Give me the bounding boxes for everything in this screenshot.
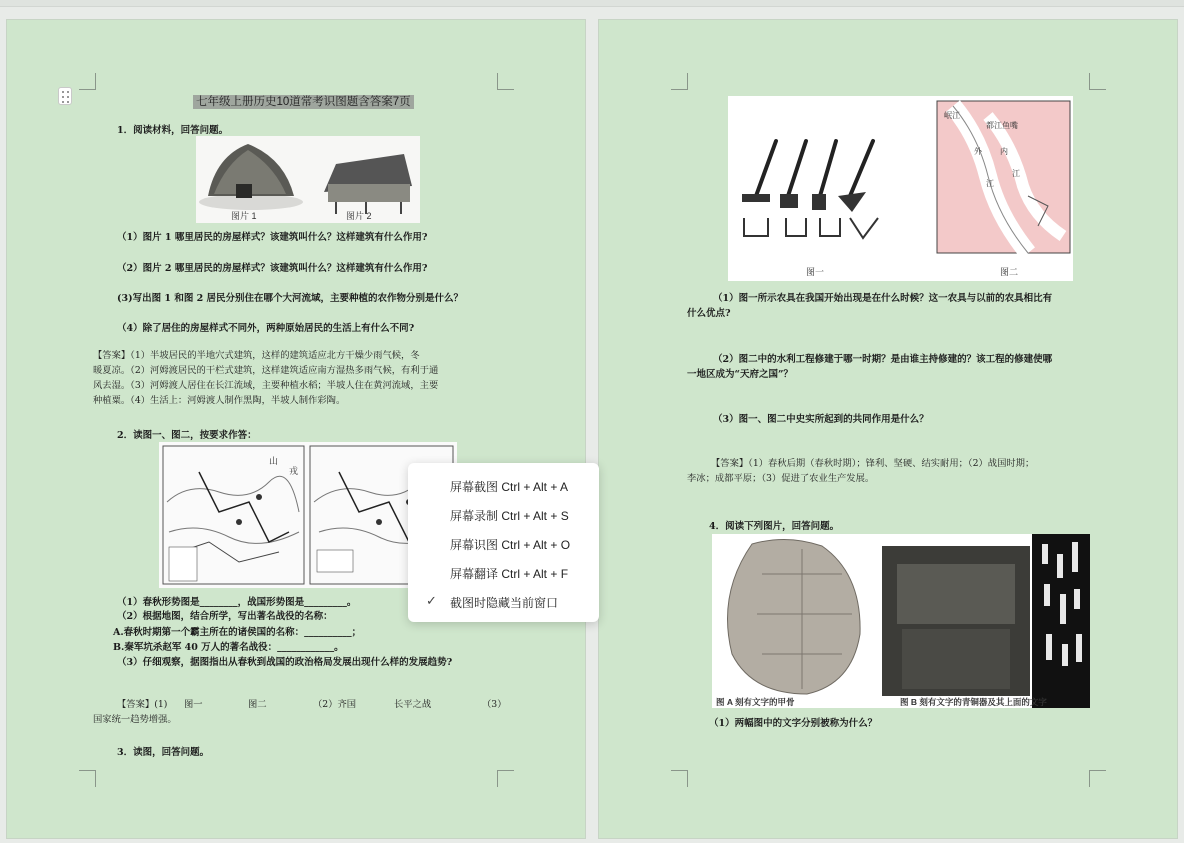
question-2-sub-1: （1）春秋形势图是________，战国形势图是_________。 — [117, 597, 357, 608]
question-1-sub-4: （4）除了居住的房屋样式不同外，两种原始居民的生活上有什么不同? — [117, 323, 415, 334]
oracle-bronze-figure — [712, 534, 1090, 708]
caption-a: 图 A 刻有文字的甲骨 — [716, 697, 795, 707]
river-label: 外 — [974, 147, 982, 156]
question-4-sub-1: （1）两幅图中的文字分别被称为什么？ — [709, 718, 878, 729]
question-sub-2-line1: （2）图二中的水利工程修建于哪一时期？是由谁主持修建的？该工程的修建使哪 — [713, 354, 1053, 365]
tools-river-illustration — [728, 96, 1073, 281]
question-sub-1-line1: （1）图一所示农具在我国开始出现是在什么时候？这一农具与以前的农具相比有 — [713, 293, 1053, 304]
crop-mark — [671, 73, 688, 90]
question-1-answer — [93, 348, 503, 408]
answer-line: 种植粟。（4）生活上：河姆渡人制作黑陶，半坡人制作彩陶。 — [93, 395, 346, 406]
question-2-sub-b: B.秦军坑杀赵军 40 万人的著名战役：____________。 — [113, 642, 344, 653]
house-illustration — [196, 136, 420, 223]
river-label: 内 — [1000, 147, 1008, 156]
crop-mark — [497, 73, 514, 90]
question-3-heading: 3．读图，回答问题。 — [117, 747, 210, 758]
oracle-bronze-illustration — [712, 534, 1090, 708]
image-label-2: 图片 2 — [346, 211, 372, 221]
answer-line: 李冰；成都平原；（3）促进了农业生产发展。 — [687, 473, 875, 484]
menu-item-screen-ocr[interactable] — [408, 531, 599, 555]
menu-item-screen-translate[interactable] — [408, 560, 599, 584]
answer-part: 【答案】(1) — [117, 699, 168, 710]
drag-handle-icon[interactable] — [58, 87, 72, 105]
question-4-heading: 4．阅读下列图片，回答问题。 — [709, 521, 840, 532]
question-1-sub-3: (3)写出图 1 和图 2 居民分别住在哪个大河流域，主要种植的农作物分别是什么？ — [117, 293, 464, 304]
document-page-left[interactable] — [6, 19, 586, 839]
menu-item-label: 屏幕截图 Ctrl + Alt + A — [450, 480, 569, 494]
menu-item-label: 截图时隐藏当前窗口 — [450, 596, 559, 610]
river-label: 江 — [1012, 169, 1020, 178]
menu-item-label: 屏幕翻译 Ctrl + Alt + F — [450, 567, 569, 581]
answer-line: 【答案】（1）半坡居民的半地穴式建筑，这样的建筑适应北方干燥少雨气候，冬 — [93, 350, 420, 361]
question-2-sub-a: A.春秋时期第一个霸主所在的诸侯国的名称：__________； — [113, 627, 362, 638]
answer-part: 图二 — [248, 699, 267, 710]
answer-part: 图一 — [184, 699, 203, 710]
figure-label-2: 图二 — [1000, 267, 1019, 277]
menu-item-hide-window[interactable] — [408, 589, 599, 613]
question-sub-2-line2: 一地区成为“天府之国”？ — [687, 369, 793, 380]
question-sub-1-line2: 什么优点? — [687, 308, 731, 319]
image-label-1: 图片 1 — [231, 211, 257, 221]
window-top-strip — [0, 0, 1184, 7]
crop-mark — [79, 73, 96, 90]
menu-item-screen-record[interactable] — [408, 502, 599, 526]
crop-mark — [1089, 73, 1106, 90]
page2-answer — [687, 456, 1097, 486]
crop-mark — [497, 770, 514, 787]
screenshot-context-menu — [408, 463, 599, 622]
question-sub-3: （3）图一、图二中史实所起到的共同作用是什么？ — [713, 414, 929, 425]
question-1-heading: 1．阅读材料，回答问题。 — [117, 125, 229, 136]
crop-mark — [671, 770, 688, 787]
menu-item-label: 屏幕录制 Ctrl + Alt + S — [450, 509, 569, 523]
question-2-heading: 2．读图一、图二，按要求作答： — [117, 430, 257, 441]
answer-part: （3） — [482, 699, 507, 710]
river-label: 江 — [986, 179, 994, 188]
answer-part: 长平之战 — [394, 699, 432, 710]
question-1-sub-2: （2）图片 2 哪里居民的房屋样式？该建筑叫什么？这样建筑有什么作用? — [117, 263, 428, 274]
answer-line: 【答案】（1）春秋后期（春秋时期）；锋利、坚硬、结实耐用；（2）战国时期； — [711, 458, 1035, 469]
river-label: 岷江 — [944, 111, 960, 120]
menu-item-screenshot[interactable] — [408, 473, 599, 497]
tools-and-river-figure — [728, 96, 1073, 281]
caption-b: 图 B 刻有文字的青铜器及其上面的文字 — [900, 697, 1047, 707]
crop-mark — [79, 770, 96, 787]
map-label-shan: 山 — [269, 456, 279, 466]
answer-part: （2）齐国 — [313, 699, 357, 710]
figure-label-1: 图一 — [806, 267, 825, 277]
crop-mark — [1089, 770, 1106, 787]
answer-line: 暖夏凉。（2）河姆渡居民的干栏式建筑，这样建筑适应南方湿热多雨气候，有利于通 — [93, 365, 439, 376]
question-2-answer-line2: 国家统一趋势增强。 — [93, 714, 177, 725]
menu-item-label: 屏幕识图 Ctrl + Alt + O — [450, 538, 571, 552]
question-2-answer — [93, 697, 523, 713]
answer-line: 风去湿。（3）河姆渡人居住在长江流域，主要种植水稻；半坡人住在黄河流域，主要 — [93, 380, 439, 391]
document-title[interactable]: 七年级上册历史10道常考识图题含答案7页 — [193, 90, 414, 109]
question-2-sub-3: （3）仔细观察，据图指出从春秋到战国的政治格局发展出现什么样的发展趋势? — [117, 657, 453, 668]
river-label: 都江鱼嘴 — [986, 121, 1018, 130]
map-label-rong: 戎 — [289, 466, 299, 476]
checkmark-icon: ✓ — [426, 593, 437, 608]
house-images-figure — [196, 136, 420, 223]
question-2-sub-2: （2）根据地图，结合所学，写出著名战役的名称： — [117, 611, 333, 622]
question-1-sub-1: （1）图片 1 哪里居民的房屋样式？该建筑叫什么？这样建筑有什么作用? — [117, 232, 428, 243]
document-page-right[interactable] — [598, 19, 1178, 839]
